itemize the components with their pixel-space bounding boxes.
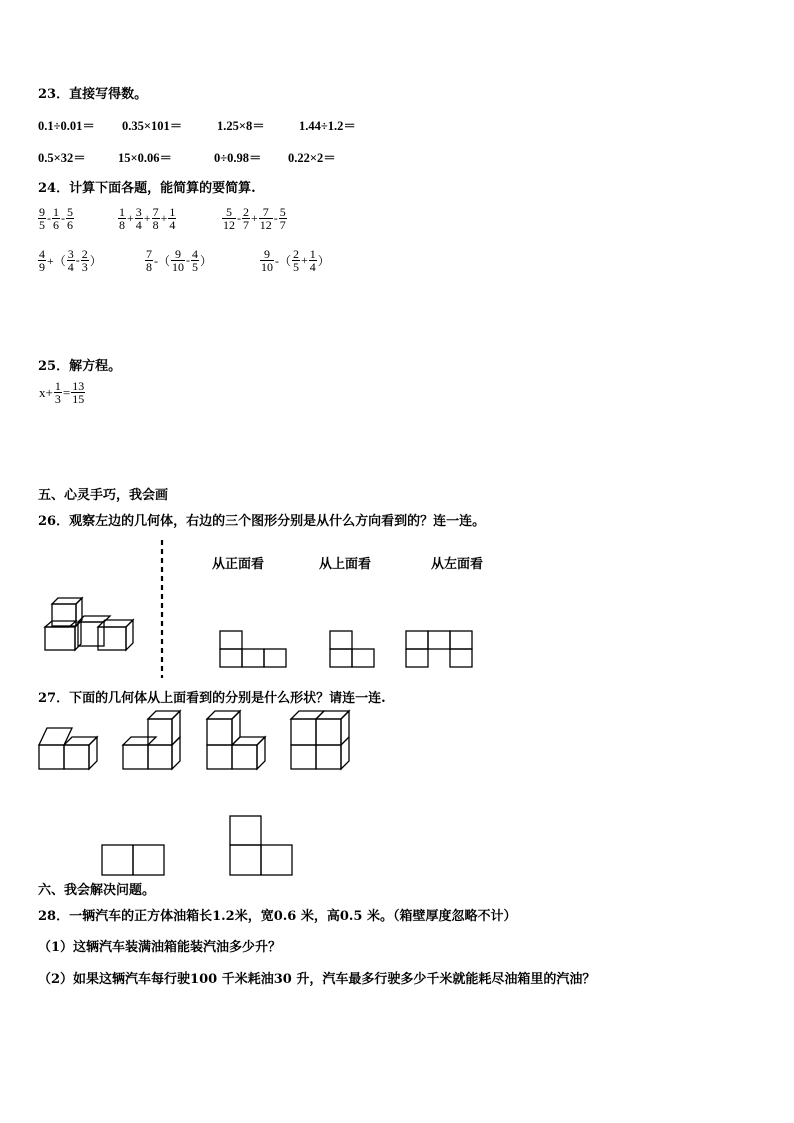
section-5-heading: 五、心灵手巧，我会画 <box>38 488 169 503</box>
q27-top-view-1 <box>102 845 164 875</box>
q23-item: 0.22×2＝ <box>288 151 336 165</box>
q23-item: 0.5×32＝ <box>38 151 86 165</box>
fraction: $\frac{1}{6}$ <box>53 205 59 232</box>
view-label-top: 从上面看 <box>319 557 372 572</box>
q23-title: 23．直接写得数。 <box>38 87 148 102</box>
fraction: $\frac{9}{10}$ <box>261 247 273 274</box>
cube-face <box>78 622 104 646</box>
fraction: $\frac{7}{8}$ <box>146 247 152 274</box>
cube-face <box>98 627 126 650</box>
q23-item: 0÷0.98＝ <box>214 151 262 165</box>
section-6-heading: 六、我会解决问题。 <box>38 883 156 898</box>
fraction: $\frac{5}{12}$ <box>223 205 235 232</box>
q23-item: 1.25×8＝ <box>217 119 265 133</box>
q24-title: 24．计算下面各题，能简算的要简算. <box>38 181 256 196</box>
cube-face <box>76 598 82 626</box>
q28-part-1: （1）这辆汽车装满油箱能装汽油多少升？ <box>38 940 282 955</box>
cube-face <box>75 621 81 650</box>
q23-item: 0.35×101＝ <box>122 119 183 133</box>
q23-item: 15×0.06＝ <box>118 151 172 165</box>
q27-title: 27．下面的几何体从上面看到的分别是什么形状？请连一连. <box>38 691 386 706</box>
q27-solid-2 <box>123 711 180 769</box>
fraction: $\frac{7}{12}$ <box>259 205 272 232</box>
fraction: $\frac{5}{6}$ <box>67 205 73 232</box>
q24-expression-4: $\frac{4}{9}$ +（ $\frac{3}{4}$ - $\frac{2}{3}$ ） <box>39 247 102 274</box>
q28-title: 28．一辆汽车的正方体油箱长1.2米，宽0.6 米，高0.5 米。（箱壁厚度忽略不计） <box>38 909 517 924</box>
q27-top-view-2 <box>230 816 292 875</box>
cube-face <box>52 598 82 604</box>
q26-solid <box>45 598 133 650</box>
q23-item: 0.1÷0.01＝ <box>38 119 95 133</box>
fraction: $\frac{2}{5}$ <box>293 247 299 274</box>
cube-face <box>52 604 76 626</box>
fraction: $\frac{13}{15}$ <box>72 379 85 406</box>
q25-equation: x+ $\frac{1}{3}$ = $\frac{13}{15}$ <box>39 379 85 406</box>
fraction: $\frac{9}{5}$ <box>39 205 45 232</box>
cube-face <box>78 616 110 622</box>
q26-view-shape-3 <box>406 631 472 667</box>
q27-solid-3 <box>207 711 265 769</box>
fraction: $\frac{1}{3}$ <box>54 379 61 406</box>
fraction: $\frac{9}{10}$ <box>172 247 184 274</box>
cube-face <box>45 621 76 627</box>
view-label-left: 从左面看 <box>431 557 484 572</box>
q27-solid-1 <box>39 728 97 769</box>
q26-view-shape-2 <box>330 631 374 667</box>
cube-face <box>45 627 75 650</box>
q24-expression-3: $\frac{5}{12}$ - $\frac{2}{7}$ + $\frac{7}{12}$ - $\frac{5}{7}$ <box>223 205 286 232</box>
q25-title: 25．解方程。 <box>38 359 122 374</box>
fraction: $\frac{7}{8}$ <box>152 205 159 232</box>
q24-expression-6: $\frac{9}{10}$ -（ $\frac{2}{5}$ + $\frac{1}{4}$ ） <box>261 247 330 274</box>
q23-item: 1.44÷1.2＝ <box>299 119 356 133</box>
fraction: $\frac{2}{7}$ <box>243 205 249 232</box>
q28-part-2: （2）如果这辆汽车每行驶100 千米耗油30 升，汽车最多行驶多少千米就能耗尽油箱里的汽油？ <box>38 972 596 987</box>
q27-solid-4 <box>291 711 349 769</box>
fraction: $\frac{5}{7}$ <box>279 205 286 232</box>
cube-face <box>126 620 133 650</box>
fraction: $\frac{1}{4}$ <box>169 205 176 232</box>
q24-expression-2: $\frac{1}{8}$ + $\frac{3}{4}$ + $\frac{7}{8}$ + $\frac{1}{4}$ <box>119 205 176 232</box>
fraction: $\frac{4}{9}$ <box>39 247 45 274</box>
fraction: $\frac{1}{8}$ <box>119 205 125 232</box>
q26-view-shape-1 <box>220 631 286 667</box>
fraction: $\frac{4}{5}$ <box>192 247 198 274</box>
fraction: $\frac{1}{4}$ <box>309 247 316 274</box>
q24-expression-5: $\frac{7}{8}$ -（ $\frac{9}{10}$ - $\frac{4}{5}$ ） <box>146 247 213 274</box>
q24-expression-1: $\frac{9}{5}$ - $\frac{1}{6}$ - $\frac{5}{6}$ <box>39 205 73 232</box>
fraction: $\frac{3}{4}$ <box>135 205 142 232</box>
fraction: $\frac{2}{3}$ <box>81 247 88 274</box>
cube-face <box>98 620 133 627</box>
view-label-front: 从正面看 <box>212 557 265 572</box>
q26-title: 26．观察左边的几何体，右边的三个图形分别是从什么方向看到的？连一连。 <box>38 514 486 529</box>
fraction: $\frac{3}{4}$ <box>67 247 74 274</box>
